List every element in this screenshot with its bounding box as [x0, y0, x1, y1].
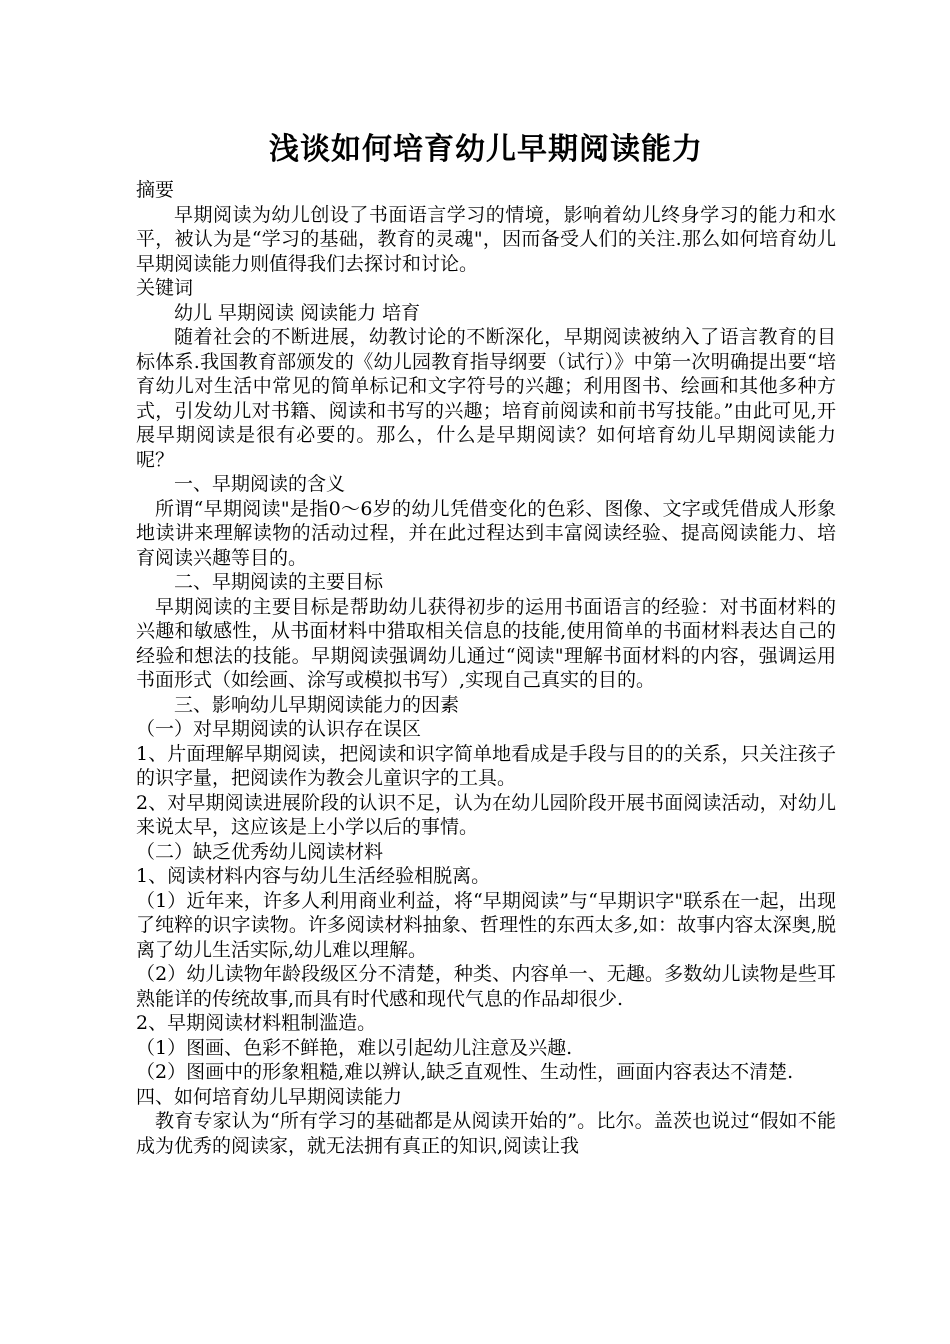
list-item: 2、早期阅读材料粗制滥造。 [136, 1012, 377, 1034]
section-heading-4: 四、如何培育幼儿早期阅读能力 [136, 1085, 403, 1108]
document-title: 浅谈如何培育幼儿早期阅读能力 [269, 132, 703, 167]
list-item: （1）近年来，许多人利用商业利益，将“早期阅读”与“早期识字"联系在一起，出现了纯粹的识字读物。许多阅读材料抽象、哲理性的东西太多,如：故事内容太深奥,脱离了幼儿生活实际,幼儿难以理解。 [136, 889, 836, 961]
list-item: （1）图画、色彩不鲜艳，难以引起幼儿注意及兴趣. [136, 1036, 573, 1059]
document-page [136, 128, 836, 1158]
keywords-text: 幼儿 早期阅读 阅读能力 培育 [174, 301, 421, 324]
list-item: 2、对早期阅读进展阶段的认识不足，认为在幼儿园阶段开展书面阅读活动，对幼儿来说太早，这应该是上小学以后的事情。 [136, 791, 836, 838]
section-2-paragraph: 早期阅读的主要目标是帮助幼儿获得初步的运用书面语言的经验：对书面材料的兴趣和敏感性，从书面材料中猎取相关信息的技能,使用简单的书面材料表达自己的经验和想法的技能。早期阅读强调幼儿通过“阅读"理解书面材料的内容，强调运用书面形式（如绘画、涂写或模拟书写）,实现自己真实的目的。 [136, 595, 836, 691]
list-item: 1、片面理解早期阅读，把阅读和识字简单地看成是手段与目的的关系，只关注孩子的识字量，把阅读作为教会儿童识字的工具。 [136, 742, 836, 789]
section-heading-3: 三、影响幼儿早期阅读能力的因素 [174, 693, 460, 716]
subsection-heading-3-1: （一）对早期阅读的认识存在误区 [136, 718, 422, 740]
subsection-heading-3-2: （二）缺乏优秀幼儿阅读材料 [136, 840, 384, 863]
section-heading-2: 二、早期阅读的主要目标 [174, 571, 384, 593]
intro-paragraph: 随着社会的不断进展，幼教讨论的不断深化，早期阅读被纳入了语言教育的目标体系.我国教育部颁发的《幼儿园教育指导纲要（试行）》中第一次明确提出要“培育幼儿对生活中常见的简单标记和文字符号的兴趣；利用图书、绘画和其他多种方式，引发幼儿对书籍、阅读和书写的兴趣；培育前阅读和前书写技能。”由此可见,开展早期阅读是很有必要的。那么，什么是早期阅读？如何培育幼儿早期阅读能力呢？ [136, 326, 836, 471]
section-4-paragraph: 教育专家认为“所有学习的基础都是从阅读开始的”。比尔。盖茨也说过“假如不能成为优秀的阅读家，就无法拥有真正的知识,阅读让我 [136, 1110, 836, 1157]
list-item: （2）幼儿读物年龄段级区分不清楚，种类、内容单一、无趣。多数幼儿读物是些耳熟能详的传统故事,而具有时代感和现代气息的作品却很少. [136, 963, 836, 1010]
section-heading-1: 一、早期阅读的含义 [174, 473, 346, 495]
abstract-heading: 摘要 [136, 179, 175, 201]
section-1-paragraph: 所谓“早期阅读"是指0～6岁的幼儿凭借变化的色彩、图像、文字或凭借成人形象地读讲来理解读物的活动过程，并在此过程达到丰富阅读经验、提高阅读能力、培育阅读兴趣等目的。 [136, 497, 836, 569]
list-item: 1、阅读材料内容与幼儿生活经验相脱离。 [136, 865, 491, 887]
abstract-text: 早期阅读为幼儿创设了书面语言学习的情境，影响着幼儿终身学习的能力和水平，被认为是“学习的基础，教育的灵魂"，因而备受人们的关注.那么如何培育幼儿早期阅读能力则值得我们去探讨和讨论。 [136, 203, 836, 275]
list-item: （2）图画中的形象粗糙,难以辨认,缺乏直观性、生动性，画面内容表达不清楚. [136, 1061, 794, 1083]
keywords-heading: 关键词 [136, 277, 194, 299]
